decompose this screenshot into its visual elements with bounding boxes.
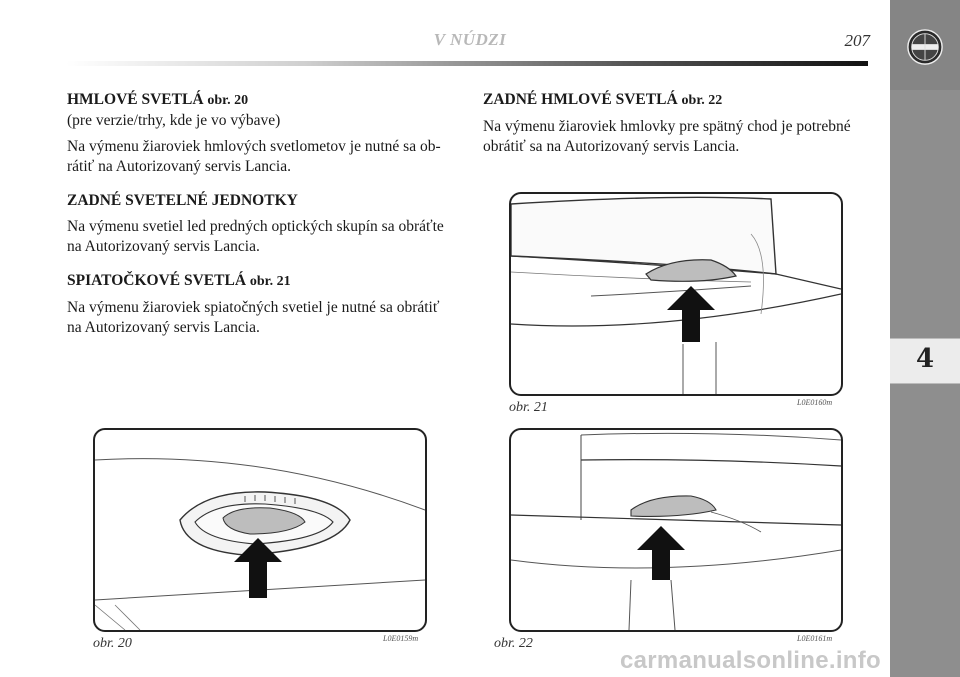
figure-22-caption: obr. 22: [494, 636, 533, 651]
figure-20-code: L0E0159m: [383, 634, 419, 643]
heading-rear-fog-lights: ZADNÉ HMLOVÉ SVETLÁ obr. 22: [483, 91, 723, 108]
right-column: [483, 90, 873, 157]
left-column: [67, 90, 462, 338]
figure-22-illustration: [511, 430, 841, 630]
figure-21-caption: obr. 21: [509, 400, 548, 415]
body-rear-fog-lights-1: Na výmenu žiaroviek hmlovky pre spätný chod je potrebné: [483, 118, 851, 135]
note-versions: (pre verzie/trhy, kde je vo výbave): [67, 112, 281, 129]
header-rule: [66, 61, 868, 66]
figure-22: [509, 428, 843, 632]
body-rear-light-units-1: Na výmenu svetiel led predných optických skupín sa obráťte: [67, 218, 444, 235]
body-reverse-lights-1: Na výmenu žiaroviek spiatočných svetiel je nutné sa obrátiť: [67, 299, 440, 316]
body-rear-light-units-2: na Autorizovaný servis Lancia.: [67, 238, 260, 255]
figure-21: [509, 192, 843, 396]
figure-20: [93, 428, 427, 632]
heading-rear-light-units: ZADNÉ SVETELNÉ JEDNOTKY: [67, 192, 298, 209]
body-fog-lights-1: Na výmenu žiaroviek hmlových svetlometov je nutné sa ob-: [67, 138, 441, 155]
lancia-logo-icon: [906, 28, 944, 66]
figure-20-caption: obr. 20: [93, 636, 132, 651]
figure-21-illustration: [511, 194, 841, 394]
body-rear-fog-lights-2: obrátiť sa na Autorizovaný servis Lancia.: [483, 138, 740, 155]
figure-21-code: L0E0160m: [797, 398, 833, 407]
watermark: carmanualsonline.info: [620, 647, 882, 674]
body-reverse-lights-2: na Autorizovaný servis Lancia.: [67, 319, 260, 336]
heading-reverse-lights: SPIATOČKOVÉ SVETLÁ obr. 21: [67, 272, 291, 289]
page-number: 207: [844, 31, 870, 50]
body-fog-lights-2: rátiť na Autorizovaný servis Lancia.: [67, 158, 291, 175]
figure-20-illustration: [95, 430, 425, 630]
chapter-number: 4: [915, 344, 935, 374]
heading-fog-lights: HMLOVÉ SVETLÁ obr. 20: [67, 91, 249, 108]
figure-22-code: L0E0161m: [797, 634, 833, 643]
section-title: V NÚDZI: [433, 30, 507, 49]
